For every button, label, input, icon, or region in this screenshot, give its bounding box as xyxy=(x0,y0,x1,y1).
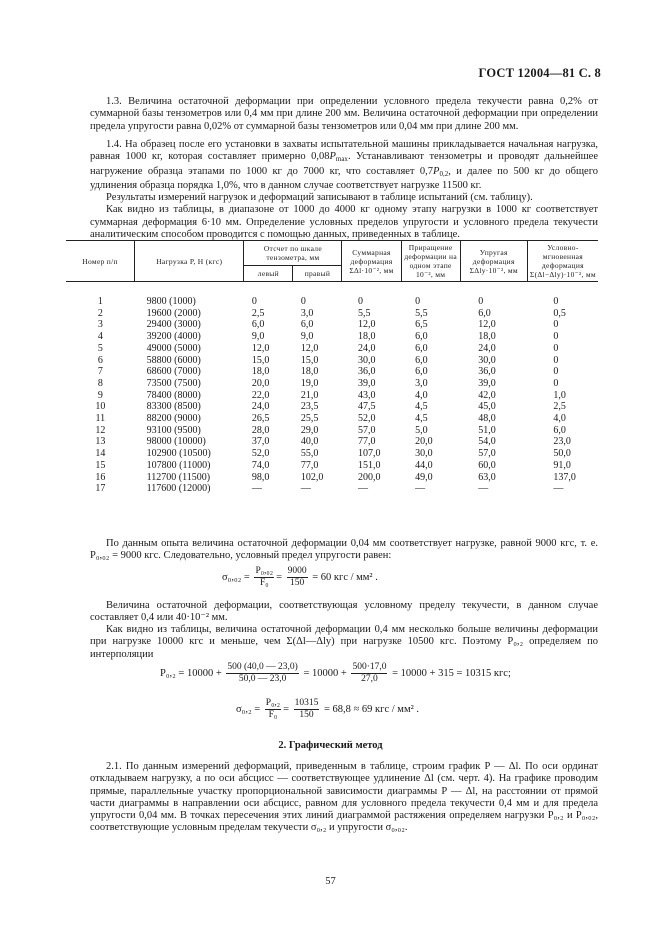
table-row xyxy=(66,425,598,437)
table-cell: 12 xyxy=(95,424,106,436)
table-row xyxy=(66,308,598,320)
table-cell: 15 xyxy=(95,459,106,471)
col-header-left: левый xyxy=(244,266,293,282)
table-cell: 0 xyxy=(478,296,484,307)
table-cell: 42,0 xyxy=(478,389,496,401)
table-cell: 137,0 xyxy=(553,471,576,483)
table-cell: 107,0 xyxy=(357,448,381,460)
table-cell: 74,0 xyxy=(251,459,270,471)
table-cell: 12,0 xyxy=(478,319,496,331)
page-number: 57 xyxy=(325,876,336,887)
table-row xyxy=(66,390,598,402)
table-cell: 18,0 xyxy=(251,366,270,378)
equation-interpolation: P₀,₂ = 10000 + $\frac{500 (40,0 — 23,0)}{50,0 — 23,0}$ = 10000 + $\frac{500\cdot 17,0}{27,0}$ = 10000 + 315 = 10315 кгс; xyxy=(160,662,511,684)
table-cell: 151,0 xyxy=(357,459,381,471)
table-row xyxy=(66,331,598,343)
table-cell: 4,0 xyxy=(415,389,428,401)
table-cell: 77,0 xyxy=(300,459,319,471)
table-cell: 60,0 xyxy=(478,459,496,471)
table-cell: 36,0 xyxy=(478,366,496,378)
equation-yield-strength: σ₀,₂ = $\frac{\text{P₀,₂}}{\text{F₀}}$ = $\frac{10315}{150}$ = 68,8 ≈ 69 кгс / мм² . xyxy=(236,698,419,720)
table-row xyxy=(66,472,598,484)
table-cell: 49,0 xyxy=(415,471,433,483)
table-cell: 52,0 xyxy=(357,413,376,425)
table-cell: 2,5 xyxy=(251,307,265,319)
paragraph-2-1: 2.1. По данным измерений деформаций, приведенным в таблице, строим график P — Δl. По оси ординат откладываем нагрузку, а по оси абсцисс — соответствующее удлинение Δl (см. черт. 4). На графике проводим прямые, параллельные участку пропорциональной зависимости диаграммы P — Δl, на расстоянии от прямой части диаграммы в направлении оси абсцисс, равном для условного предела текучести 0,4 мм и для предела упругости 0,04 мм. В точках пересечения этих линий диаграммой растяжения определяем нагрузки P₀,₂ и P₀,₀₂, соответствующие условным пределам текучести σ₀,₂ и упругости σ₀,₀₂. xyxy=(90,761,598,834)
paragraph-after-table: По данным опыта величина остаточной деформации 0,04 мм соответствует нагрузке, равной 9000 кгс, т. е. P₀,₀₂ = 9000 кгс. Следовательно, условный предел упругости равен: xyxy=(90,538,598,562)
col-header-number: Номер п/п xyxy=(66,241,135,282)
col-header-load: Нагрузка P, Н (кгс) xyxy=(135,241,244,282)
paragraph-results: Результаты измерений нагрузок и деформаций записывают в таблице испытаний (см. таблицу). xyxy=(106,192,533,204)
table-cell: 36,0 xyxy=(357,366,376,378)
table-cell: 47,5 xyxy=(357,401,376,413)
table-row xyxy=(66,378,598,390)
page-header: ГОСТ 12004—81 С. 8 xyxy=(478,66,601,80)
table-cell: 9,0 xyxy=(300,331,314,343)
table-cell: 19600 (2000) xyxy=(146,307,201,319)
table-cell: 22,0 xyxy=(251,389,270,401)
col-header-sum: Суммарная деформация ΣΔl·10⁻², мм xyxy=(342,241,401,282)
table-cell: 16 xyxy=(95,471,106,483)
table-cell: — xyxy=(357,483,368,495)
col-header-conditional: Условно-мгновенная деформация Σ(Δl−Δlу)·10⁻², мм xyxy=(527,241,598,282)
equation-elastic-limit: σ₀,₀₂ = $\frac{\text{P₀,₀₂}}{\text{F₀}}$ = $\frac{9000}{150}$ = 60 кгс / мм² . xyxy=(222,566,378,588)
table-cell: 21,0 xyxy=(300,389,319,401)
table-cell: 4,5 xyxy=(415,401,428,413)
table-cell: 6,0 xyxy=(415,366,428,378)
table-cell: 112700 (11500) xyxy=(146,471,211,483)
table-cell: 102,0 xyxy=(300,471,324,483)
table-cell: 68600 (7000) xyxy=(146,366,201,378)
table-cell: 1 xyxy=(97,296,103,307)
table-cell: 8 xyxy=(97,377,103,389)
table-cell: 78400 (8000) xyxy=(146,389,201,401)
table-cell: 57,0 xyxy=(357,424,376,436)
table-cell: — xyxy=(300,483,311,495)
table-row xyxy=(66,483,598,495)
table-cell: 50,0 xyxy=(553,448,571,460)
table-cell: 5,0 xyxy=(415,424,428,436)
table-cell: 9 xyxy=(97,389,103,401)
table-cell: 98000 (10000) xyxy=(146,436,206,448)
table-cell: 15,0 xyxy=(300,354,319,366)
table-cell: 24,0 xyxy=(251,401,270,413)
table-cell: — xyxy=(478,483,489,495)
table-cell: 3,0 xyxy=(300,307,314,319)
table-cell: 0 xyxy=(357,296,363,307)
table-cell: 25,5 xyxy=(300,413,319,425)
table-cell: 91,0 xyxy=(553,459,571,471)
table-cell: 6,5 xyxy=(415,319,428,331)
table-cell: 23,5 xyxy=(300,401,319,413)
table-cell: 17 xyxy=(95,483,106,495)
table-cell: 3,0 xyxy=(415,377,428,389)
paragraph-yield: Величина остаточной деформации, соответствующая условному пределу текучести, в данном случае составляет 0,4 или 40·10⁻² мм. xyxy=(90,600,598,624)
table-cell: 18,0 xyxy=(357,331,376,343)
table-cell: 0 xyxy=(553,342,559,354)
table-cell: 20,0 xyxy=(251,377,270,389)
table-cell: 13 xyxy=(95,436,106,448)
table-cell: 29400 (3000) xyxy=(146,319,201,331)
table-cell: 9800 (1000) xyxy=(146,296,196,307)
table-cell: 4,0 xyxy=(553,413,566,425)
table-cell: 9,0 xyxy=(251,331,265,343)
table-cell: 20,0 xyxy=(415,436,433,448)
table-cell: 24,0 xyxy=(478,342,496,354)
table-cell: 3 xyxy=(97,319,103,331)
table-cell: 30,0 xyxy=(357,354,376,366)
table-cell: 14 xyxy=(95,448,106,460)
table-cell: 58800 (6000) xyxy=(146,354,201,366)
table-cell: 51,0 xyxy=(478,424,496,436)
table-cell: 45,0 xyxy=(478,401,496,413)
table-row xyxy=(66,366,598,378)
table-cell: 5,5 xyxy=(357,307,371,319)
table-cell: 28,0 xyxy=(251,424,270,436)
table-cell: 49000 (5000) xyxy=(146,342,201,354)
test-results-table xyxy=(66,240,598,495)
col-header-scale: Отсчет по шкале тензометра, мм xyxy=(244,241,342,266)
paragraph-1-3: 1.3. Величина остаточной деформации при определении условного предела текучести равна 0,2% от суммарной базы тензометров или 0,4 мм при длине 200 мм. Величина остаточной деформации при определении предела упругости равна 0,02% от суммарной базы тензометров или 0,04 мм при длине 200 мм. xyxy=(90,96,598,132)
table-cell: 37,0 xyxy=(251,436,270,448)
table-cell: 44,0 xyxy=(415,459,433,471)
table-cell: — xyxy=(251,483,262,495)
table-cell: 39200 (4000) xyxy=(146,331,201,343)
table-cell: 73500 (7500) xyxy=(146,377,201,389)
table-cell: 30,0 xyxy=(415,448,433,460)
table-row xyxy=(66,319,598,331)
table-cell: 0 xyxy=(553,319,559,331)
table-row xyxy=(66,355,598,367)
table-cell: 57,0 xyxy=(478,448,496,460)
table-cell: 40,0 xyxy=(300,436,319,448)
table-row xyxy=(66,282,598,308)
col-header-increment: Приращение деформации на одном этапе 10⁻², мм xyxy=(401,241,460,282)
table-cell: 12,0 xyxy=(300,342,319,354)
table-cell: 63,0 xyxy=(478,471,496,483)
paragraph-1-4: 1.4. На образец после его установки в захваты испытательной машины прикладывается начальная нагрузка, равная 1000 кг, которая составляет примерно $0,08P_{max}$. Устанавливают тензометры и проводят дальнейшее нагружение образца этапами по 1000 кг до 7000 кг, что составляет $0,7P_{0,2}$, и далее по 500 кг до общего удлинения образца порядка 1,0%, что в данном случае соответствует нагрузке 11500 кг. Результаты измерений нагрузок и деформаций записывают в таблице испытаний (см. таблицу). Как видно из таблицы, в диапазоне от 1000 до 4000 кг одному этапу нагрузки в 1000 кг соответствует суммарная деформация 6·10 мм. Определение условных пределов упругости и условного предела текучести аналитическим способом проводится с помощью данных, приведенных в таблице. xyxy=(90,139,598,241)
table-cell: 10 xyxy=(95,401,106,413)
table-cell: 18,0 xyxy=(300,366,319,378)
section-title: 2. Графический метод xyxy=(278,740,383,751)
table-cell: 18,0 xyxy=(478,331,496,343)
table-cell: 0 xyxy=(553,331,559,343)
table-cell: 102900 (10500) xyxy=(146,448,211,460)
table-cell: 26,5 xyxy=(251,413,270,425)
table-cell: 6,0 xyxy=(251,319,265,331)
table-cell: — xyxy=(415,483,426,495)
table-row xyxy=(66,343,598,355)
table-cell: 0 xyxy=(553,354,559,366)
table-cell: 6,0 xyxy=(300,319,314,331)
table-row xyxy=(66,448,598,460)
col-header-right: правый xyxy=(293,266,342,282)
table-cell: 54,0 xyxy=(478,436,496,448)
table-cell: 6,0 xyxy=(415,331,428,343)
table-row xyxy=(66,401,598,413)
table-cell: 6 xyxy=(97,354,103,366)
table-cell: 107800 (11000) xyxy=(146,459,211,471)
table-cell: 30,0 xyxy=(478,354,496,366)
table-cell: 4 xyxy=(97,331,103,343)
table-row xyxy=(66,413,598,425)
table-cell: 2,5 xyxy=(553,401,566,413)
col-header-elastic: Упругая деформация ΣΔlу·10⁻², мм xyxy=(460,241,527,282)
table-cell: 7 xyxy=(97,366,103,378)
table-cell: 23,0 xyxy=(553,436,571,448)
table-cell: 0,5 xyxy=(553,307,566,319)
table-cell: 6,0 xyxy=(553,424,566,436)
table-cell: 4,5 xyxy=(415,413,428,425)
table-cell: 39,0 xyxy=(357,377,376,389)
table-cell: 29,0 xyxy=(300,424,319,436)
table-cell: — xyxy=(553,483,564,495)
table-cell: 12,0 xyxy=(357,319,376,331)
table-cell: 6,0 xyxy=(415,342,428,354)
table-cell: 55,0 xyxy=(300,448,319,460)
table-cell: 0 xyxy=(251,296,257,307)
table-cell: 11 xyxy=(95,413,106,425)
table-cell: 117600 (12000) xyxy=(146,483,211,495)
table-cell: 6,0 xyxy=(478,307,491,319)
table-cell: 19,0 xyxy=(300,377,319,389)
table-cell: 200,0 xyxy=(357,471,381,483)
table-cell: 6,0 xyxy=(415,354,428,366)
table-cell: 39,0 xyxy=(478,377,496,389)
table-cell: 2 xyxy=(97,307,103,319)
table-cell: 24,0 xyxy=(357,342,376,354)
table-cell: 48,0 xyxy=(478,413,496,425)
table-cell: 1,0 xyxy=(553,389,566,401)
table-cell: 15,0 xyxy=(251,354,270,366)
table-cell: 12,0 xyxy=(251,342,270,354)
table-row xyxy=(66,436,598,448)
table-cell: 77,0 xyxy=(357,436,376,448)
table-cell: 5 xyxy=(97,342,103,354)
table-cell: 0 xyxy=(553,366,559,378)
table-cell: 43,0 xyxy=(357,389,376,401)
table-cell: 5,5 xyxy=(415,307,428,319)
table-cell: 88200 (9000) xyxy=(146,413,201,425)
paragraph-table-intro: Как видно из таблицы, в диапазоне от 1000 до 4000 кг одному этапу нагрузки в 1000 кг соответствует суммарная деформация 6·10 мм. Определение условных пределов упругости и условного предела текучести аналитическим способом проводится с помощью данных, приведенных в таблице. xyxy=(90,204,598,241)
table-cell: 52,0 xyxy=(251,448,270,460)
table-cell: 83300 (8500) xyxy=(146,401,201,413)
table-row xyxy=(66,460,598,472)
table-cell: 0 xyxy=(415,296,421,307)
table-cell: 93100 (9500) xyxy=(146,424,201,436)
paragraph-interpolation: Как видно из таблицы, величина остаточной деформации 0,4 мм несколько больше величины деформации при нагрузке 10000 кгс и меньше, чем Σ(Δl—Δlу) при нагрузке 10500 кгс. Поэтому P₀,₂ определяем по интерполяции xyxy=(90,624,598,660)
table-cell: 0 xyxy=(553,377,559,389)
table-cell: 98,0 xyxy=(251,471,270,483)
table-cell: 0 xyxy=(553,296,559,307)
table-cell: 0 xyxy=(300,296,306,307)
